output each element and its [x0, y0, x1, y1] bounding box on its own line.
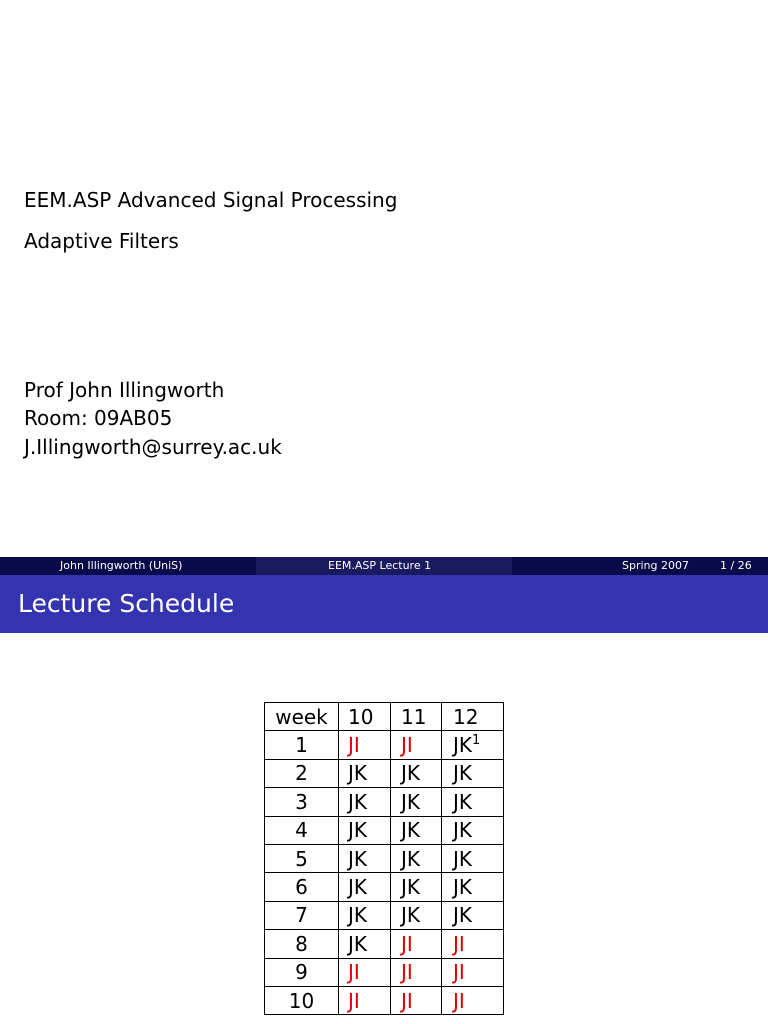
slide-title: Lecture Schedule	[18, 589, 235, 618]
schedule-cell: JK	[391, 844, 442, 872]
header-cell: 12	[442, 703, 504, 731]
schedule-cell: JI	[442, 958, 504, 986]
schedule-cell: JK	[391, 788, 442, 816]
schedule-cell: JK	[391, 759, 442, 787]
slide-footer	[0, 557, 768, 575]
table-row	[265, 759, 504, 787]
schedule-cell: JK	[391, 901, 442, 929]
schedule-cell: JK	[339, 759, 391, 787]
footer-page-number: 1 / 26	[720, 559, 752, 572]
week-cell: 4	[265, 816, 339, 844]
footer-left-segment	[0, 557, 256, 575]
schedule-cell: JK	[339, 873, 391, 901]
schedule-cell-text: JK	[453, 733, 473, 758]
table-row	[265, 901, 504, 929]
footer-middle-segment	[256, 557, 512, 575]
table-row	[265, 844, 504, 872]
header-cell: 11	[391, 703, 442, 731]
schedule-cell: JK	[442, 816, 504, 844]
schedule-cell: JK	[391, 873, 442, 901]
footer-date: Spring 2007	[622, 559, 689, 572]
footer-lecture: EEM.ASP Lecture 1	[328, 559, 432, 572]
course-title: EEM.ASP Advanced Signal Processing	[24, 188, 398, 212]
table-row	[265, 930, 504, 958]
slide-header	[0, 575, 768, 633]
week-cell: 10	[265, 986, 339, 1014]
header-cell: 10	[339, 703, 391, 731]
schedule-cell: JI	[339, 958, 391, 986]
footer-author: John Illingworth (UniS)	[60, 559, 183, 572]
schedule-cell: JK	[339, 844, 391, 872]
schedule-cell: JK	[442, 844, 504, 872]
table-row	[265, 731, 504, 759]
table-row	[265, 873, 504, 901]
room-number: Room: 09AB05	[24, 406, 173, 430]
schedule-body	[265, 703, 504, 1015]
schedule-cell: JI	[391, 986, 442, 1014]
lecture-subtitle: Adaptive Filters	[24, 229, 179, 253]
footer-right-segment	[512, 557, 768, 575]
schedule-cell: JK	[339, 816, 391, 844]
author-email: J.Illingworth@surrey.ac.uk	[24, 435, 282, 459]
schedule-cell: JI	[442, 930, 504, 958]
week-cell: 5	[265, 844, 339, 872]
table-row	[265, 816, 504, 844]
schedule-cell: JI	[442, 986, 504, 1014]
week-cell: 6	[265, 873, 339, 901]
week-cell: 7	[265, 901, 339, 929]
schedule-cell: JI	[339, 986, 391, 1014]
week-cell: 9	[265, 958, 339, 986]
schedule-cell	[442, 731, 504, 759]
schedule-cell: JI	[391, 958, 442, 986]
schedule-cell: JK	[442, 873, 504, 901]
week-cell: 1	[265, 731, 339, 759]
schedule-cell: JI	[391, 930, 442, 958]
footnote-mark: 1	[472, 733, 481, 749]
schedule-cell: JK	[442, 759, 504, 787]
table-row	[265, 958, 504, 986]
author-name: Prof John Illingworth	[24, 378, 225, 402]
schedule-cell: JK	[391, 816, 442, 844]
schedule-cell: JK	[442, 901, 504, 929]
schedule-cell: JK	[339, 930, 391, 958]
week-cell: 2	[265, 759, 339, 787]
schedule-cell: JI	[391, 731, 442, 759]
schedule-cell: JI	[339, 731, 391, 759]
schedule-cell: JK	[442, 788, 504, 816]
table-header-row	[265, 703, 504, 731]
schedule-cell: JK	[339, 788, 391, 816]
header-cell: week	[265, 703, 339, 731]
table-row	[265, 986, 504, 1014]
table-row	[265, 788, 504, 816]
week-cell: 8	[265, 930, 339, 958]
week-cell: 3	[265, 788, 339, 816]
schedule-cell: JK	[339, 901, 391, 929]
lecture-schedule-table	[264, 702, 504, 1015]
